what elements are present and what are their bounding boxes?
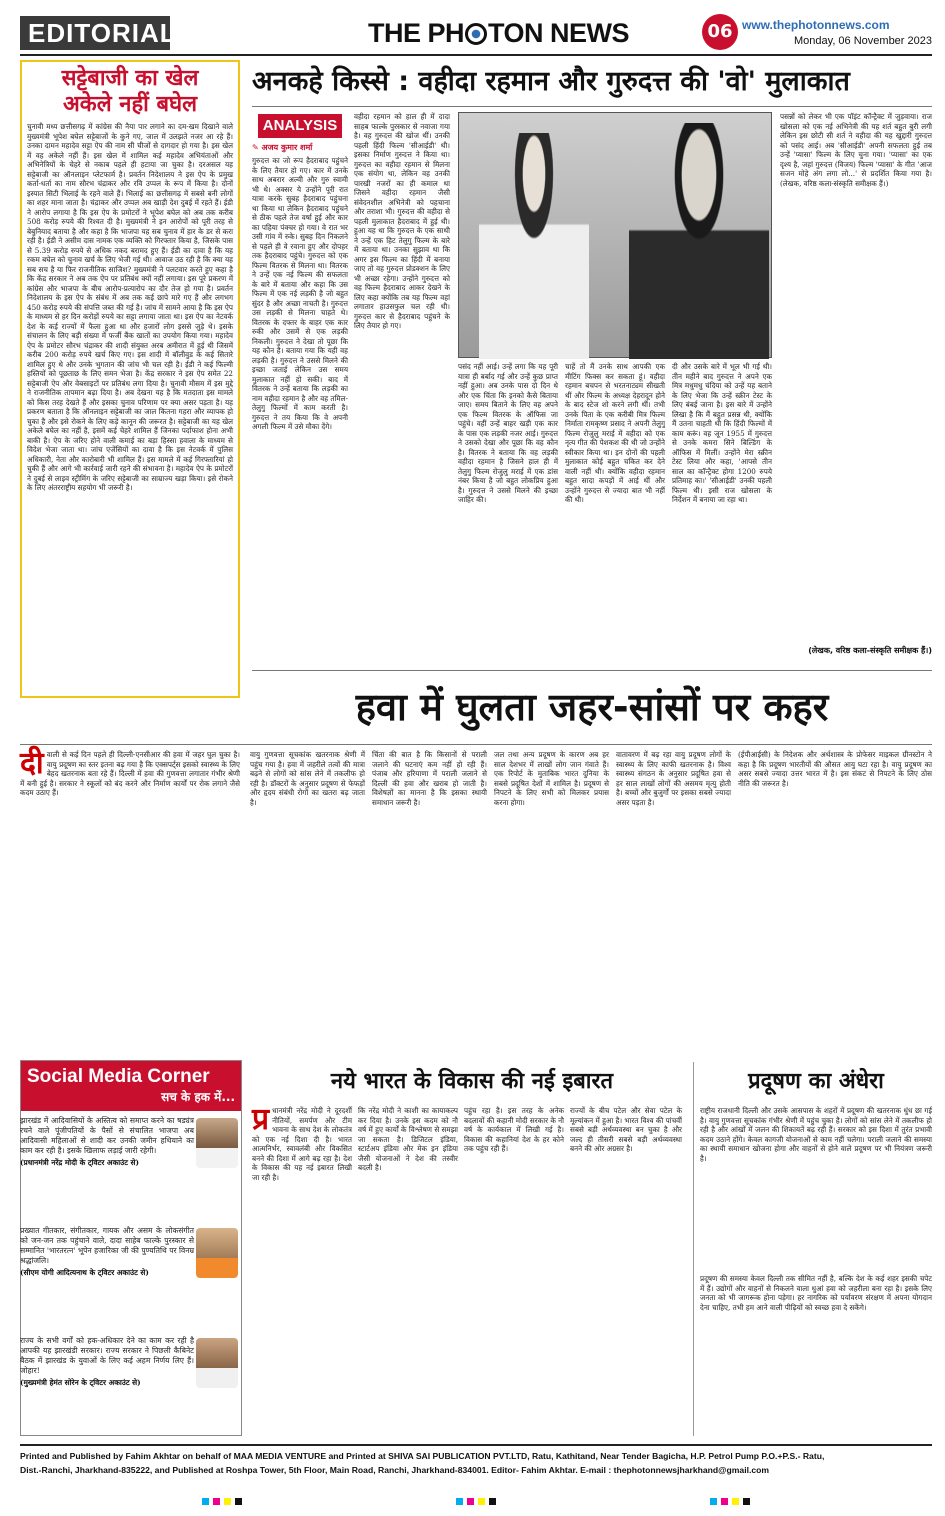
pollution-col-2: प्रदूषण की समस्या केवल दिल्ली तक सीमित नहीं है, बल्कि देश के कई शहर इसकी चपेट में हैं। उद्योगों और वाहनों से निकलने वाला धुआं हवा को जहरीला बना रहा है। इसके लिए जनता को भी जागरूक होना पड़ेगा। हर नागरिक को पर्यावरण संरक्षण में अपना योगदान देना चाहिए, तभी हम आने वाली पीढ़ियों को स्वच्छ हवा दे सकेंगे। — [700, 1274, 932, 1312]
section-label-box — [20, 16, 177, 50]
website-link[interactable]: www.thephotonnews.com — [742, 18, 890, 32]
column-divider — [693, 1062, 694, 1436]
air-col-5: वातावरण में बढ़ रहा वायु प्रदूषण लोगों के स्वास्थ्य के लिए काफी खतरनाक है। विश्व स्वास्थ्य संगठन के अनुसार प्रदूषित हवा से हर साल लाखों लोगों की असमय मृत्यु होती है। बच्चों और बुजुर्गों पर इसका सबसे ज्यादा असर पड़ता है। — [616, 750, 731, 807]
paper-logo — [368, 14, 630, 52]
tweet-3-source: (मुख्यमंत्री हेमंत सोरेन के ट्विटर अकाउंट से) — [20, 1378, 141, 1387]
india-col-3: पहुंच रहा है। इस तरह के अनेक बदलावों की कहानी मोदी सरकार के नौ वर्ष के कार्यकाल में लिखी गई है। विकास की कहानियां देश के हर कोने तक पहुंच रही हैं। — [464, 1106, 564, 1153]
india-headline: नये भारत के विकास की नई इबारत — [330, 1069, 614, 1094]
feature-headline: अनकहे किस्से : वहीदा रहमान और गुरुदत्त की 'वो' मुलाकात — [252, 66, 850, 97]
avatar — [196, 1338, 238, 1388]
page-number-badge: 06 — [702, 14, 738, 50]
left-headline-2: अकेले नहीं बघेल — [62, 92, 197, 117]
air-col-1-text: वाली से कई दिन पहले ही दिल्ली-एनसीआर की हवा में जहर घुल चुका है। वायु प्रदूषण का स्तर इतना बढ़ गया है कि एक्सपर्ट्स इसको स्वास्थ्य के लिए बेहद खतरनाक बता रहे हैं। दिल्ली में हवा की गुणवत्ता लगातार गंभीर श्रेणी में बनी हुई है। सरकार ने स्कूलों को बंद करने और निर्माण कार्यों पर रोक लगाने जैसे कदम उठाए हैं। — [20, 750, 240, 797]
india-col-2: कि नरेंद्र मोदी ने काशी का कायाकल्प कर दिया है। उनके इस कदम को नौ वर्ष में हुए कार्यों के विश्लेषण से समझा जा सकता है। डिजिटल इंडिया, स्टार्टअप इंडिया और मेक इन इंडिया जैसी योजनाओं ने देश की तस्वीर बदली है। — [358, 1106, 458, 1172]
pollution-col-1: राष्ट्रीय राजधानी दिल्ली और उसके आसपास के शहरों में प्रदूषण की खतरनाक धुंध छा गई है। वायु गुणवत्ता सूचकांक गंभीर श्रेणी में पहुंच चुका है। लोगों को सांस लेने में तकलीफ हो रही है और आंखों में जलन की शिकायतें बढ़ रही हैं। सरकार को इस दिशा में तुरंत प्रभावी कदम उठाने होंगे। केवल कागजी योजनाओं से काम नहीं चलेगा। पराली जलाने की समस्या का स्थायी समाधान खोजना होगा और वाहनों से होने वाले प्रदूषण पर भी नियंत्रण जरूरी है। — [700, 1106, 932, 1163]
feature-col-2: वहीदा रहमान को हाल ही में दादा साहब फाल्के पुरस्कार से नवाजा गया है। वह गुरुदत्त की खोज थीं। उनकी पहली हिंदी फिल्म 'सीआईडी' थी। इसका निर्माण गुरुदत्त ने किया था। गुरुदत्त का वहीदा रहमान से मिलना एक संयोग था, लेकिन वह उनकी पारखी नजरों का ही कमाल था जिसने वहीदा रहमान जैसी संवेदनशील अभिनेत्री को पहचाना और तराशा भी। गुरुदत्त की वहीदा से पहली मुलाकात हैदराबाद में हुई थी। हुआ यह था कि गुरुदत्त के एक साथी ने उन्हें एक हिट तेलुगु फिल्म के बारे में बताया था। उनका सुझाव था कि अगर इस फिल्म का हिंदी में बनाया जाए तो वह गुरुदत्त प्रोडक्शन के लिए भी अच्छा रहेगा। उन्होंने गुरुदत्त को वह फिल्म हैदराबाद आकर देखने के लिए कहा क्योंकि तब यह फिल्म वहां लगातार हाउसफुल चल रही थी। गुरुदत्त कार से हैदराबाद पहुंचने के लिए तैयार हो गए। — [354, 112, 450, 330]
feature-photo — [458, 112, 772, 358]
issue-date: Monday, 06 November 2023 — [794, 35, 932, 47]
left-article-body: चुनावी मध्य छत्तीसगढ़ में कांग्रेस की नैया पार लगाने का दम-खम दिखाने वाले मुख्यमंत्री भूपेश बघेल सट्टेबाजों के कुने गए, जाल में उलझते नजर आ रहे हैं। उनका दामन महादेव सट्टा ऐप की नाम सी चीजों से दागदार हो गया है। इस खेल में वह अकेले नहीं हैं। इस खेल में शामिल कई महादेव अभियंताओं और अभिनेत्रियों के चेहरे से नकाब पहले ही हटाया जा चुका है। दरअसल यह सट्टेबाजी का ऑनलाइन प्लेटफार्म है। प्रवर्तन निदेशालय ने इस ऐप के प्रमुख कर्ता-धर्ता का नाम सौरभ चंद्राकर और रवि उप्पल के रूप में किया है। दोनों इस्पात सिटी भिलाई के रहने वाले हैं। भिलाई का छत्तीसगढ़ में सबसे बनी लोगों का शहर माना जाता है। चंद्राकर और उप्पल अब खाड़ी देश दुबई में रहते हैं। ईडी ने आरोप लगाया है कि इस ऐप के प्रमोटरों ने भूपेश बघेल को अब तक करीब 508 करोड़ रुपये की रिश्वत दी है। मुख्यमंत्री ने इन आरोपों को पूरी तरह से बेबुनियाद बताया है और कहा है कि भाजपा यह सब चुनाव में हार के डर से करा रही है। ईडी ने असीम दास नामक एक व्यक्ति को गिरफ्तार किया है, जिसके पास से 5.39 करोड़ रुपये से अधिक नकद बरामद हुए हैं। ईडी का दावा है कि यह रकम बघेल को चुनाव खर्च के लिए भेजी गई थी। आवाज उठ रही है कि क्या यह सब सच है या फिर राजनीतिक साजिश? मुख्यमंत्री ने पलटवार करते हुए कहा है कि केंद्र सरकार ने अब तक ऐप पर प्रतिबंध क्यों नहीं लगाया। इस पूरे प्रकरण में कांग्रेस और भाजपा के बीच आरोप-प्रत्यारोप का दौर तेज हो गया है। प्रवर्तन निदेशालय के इस ऐप के संबंध में अब तक कई छापे मारे गए हैं और लगभग 450 करोड़ रुपये की संपत्ति जब्त की गई है। जांच में सामने आया है कि इस ऐप के माध्यम से हर दिन करोड़ों रुपये का सट्टा लगाया जाता था। इस ऐप का नेटवर्क देश के कई राज्यों में फैला हुआ था और हजारों लोग इससे जुड़े थे। इसके संचालन के लिए बड़ी संख्या में फर्जी बैंक खातों का उपयोग किया गया। महादेव ऐप के प्रमोटर सौरभ चंद्राकर की शादी संयुक्त अरब अमीरात में हुई थी जिसमें करीब 200 करोड़ रुपये खर्च किए गए। इस शादी में बॉलीवुड के कई सितारे शामिल हुए थे और उनके भुगतान की जांच भी चल रही है। ईडी ने कई फिल्मी हस्तियों को पूछताछ के लिए समन भेजा है। केंद्र सरकार ने इस ऐप समेत 22 सट्टेबाजी ऐप और वेबसाइटों पर प्रतिबंध लगा दिया है। चुनावी मौसम में इस मुद्दे ने राजनीतिक तापमान बढ़ा दिया है। अब देखना यह है कि मतदाता इस मामले को किस तरह देखते हैं और इसका चुनाव परिणाम पर क्या असर पड़ता है। यह प्रकरण बताता है कि ऑनलाइन सट्टेबाजी का जाल कितना गहरा और व्यापक हो चुका है और इसे रोकने के लिए कड़े कानून की जरूरत है। सट्टेबाजी का यह खेल अकेले बघेल का नहीं है, इसमें कई चेहरे शामिल हैं जिनका पर्दाफाश होना अभी बाकी है। ऐप के जरिए होने वाली कमाई का बड़ा हिस्सा हवाला के माध्यम से विदेश भेजा जाता था। जांच एजेंसियों का दावा है कि इस नेटवर्क में पुलिस अधिकारी, नेता और कारोबारी भी शामिल हैं। इस मामले में कई गिरफ्तारियां हो चुकी हैं और आगे भी कार्रवाई जारी रहने की संभावना है। महादेव ऐप के प्रमोटरों ने दुबई से लाइव स्ट्रीमिंग के जरिए सट्टेबाजी का साम्राज्य खड़ा किया। इसे रोकने के लिए अंतरराष्ट्रीय सहयोग भी जरूरी है। — [27, 122, 233, 492]
masthead-rule — [20, 54, 932, 56]
tweet-3-text: राज्य के सभी वर्गों को हक-अधिकार देने का काम कर रही है आपकी यह झारखंडी सरकार। राज्य सरकार ने पिछली कैबिनेट बैठक में झारखंड के युवाओं के लिए कई अहम निर्णय लिए हैं। जोहार! — [20, 1336, 194, 1375]
photo-man — [629, 123, 769, 359]
left-headline-1: सट्टेबाजी का खेल — [61, 66, 199, 91]
air-headline: हवा में घुलता जहर-सांसों पर कहर — [355, 685, 829, 729]
color-registration-bar — [20, 1490, 932, 1504]
tweet-2-source: (सीएम योगी आदित्यनाथ के ट्विटर अकाउंट से) — [20, 1268, 149, 1277]
tweet-2 — [20, 1226, 240, 1326]
pen-icon: ✎ — [252, 143, 262, 152]
air-col-6: (ईपीआईसी) के निदेशक और अर्थशास्त्र के प्रोफेसर माइकल ग्रीनस्टोन ने कहा है कि प्रदूषण भारतीयों की औसत आयु घटा रहा है। वायु प्रदूषण का असर सबसे ज्यादा उत्तर भारत में है। इस संकट से निपटने के लिए ठोस नीति की जरूरत है। — [738, 750, 932, 788]
air-top-rule — [252, 670, 932, 671]
air-dropcap: दी — [20, 746, 44, 781]
author-note: (लेखक, वरिष्ठ कला-संस्कृति समीक्षक हैं।) — [808, 646, 932, 655]
feature-col-1: गुरुदत्त का जो रूप हैदराबाद पहुंचने के लिए तैयार हो गए। कार में उनके साथ अबरार अल्वी और गुरु स्वामी भी थे। अक्सर ये उन्होंने पूरी रात यात्रा करके सुबह हैदराबाद पहुंचना था किया था लेकिन हैदराबाद पहुंचने से ठीक पहले तेज वर्षा हुई और कार का पहिया पंक्चर हो गया। वे रात भर उसी गांव में रुके। सुबह दिन निकलने से पहले ही वे रवाना हुए और दोपहर तक हैदराबाद पहुंचे। गुरुदत्त को एक फिल्म वितरक से मिलना था। वितरक ने उन्हें एक नई फिल्म की सफलता के बारे में बताया और कहा कि उस फिल्म में एक नई लड़की है जो बहुत सुंदर है और अच्छा नाचती है। गुरुदत्त उस लड़की से मिलना चाहते थे। वितरक के दफ्तर के बाहर एक कार रुकी और उसमें से एक लड़की निकली। गुरुदत्त ने देखा तो पूछा कि यह कौन है। बताया गया कि यही वह लड़की है। गुरुदत्त ने उससे मिलने की इच्छा जताई लेकिन उस समय मुलाकात नहीं हो सकी। बाद में वितरक ने उन्हें बताया कि लड़की का नाम वहीदा रहमान है और वह तमिल-तेलुगु फिल्मों में काम करती है। गुरुदत्त ने तय किया कि वे अपनी अगली फिल्म में उसे मौका देंगे। — [252, 156, 348, 431]
avatar — [196, 1228, 238, 1278]
tweet-2-text: प्रख्यात गीतकार, संगीतकार, गायक और असम के लोकसंगीत को जन-जन तक पहुंचाने वाले, दादा साहेब फाल्के पुरस्कार से सम्मानित 'भारतरत्न' भूपेन हजारिका जी की पुण्यतिथि पर विनम्र श्रद्धांजलि। — [20, 1226, 194, 1265]
feature-rule — [252, 106, 932, 107]
social-media-subtitle: सच के हक में... — [161, 1090, 235, 1104]
section-label: EDITORIAL — [28, 18, 177, 48]
paper-name-left: THE PH — [368, 18, 465, 48]
analysis-tag: ANALYSIS — [258, 114, 342, 138]
avatar — [196, 1118, 238, 1168]
feature-col-6: पसन्नों को लेकर भी एक पॉइंट कॉन्ट्रैक्ट में जुड़वाया। राज खोसला को एक नई अभिनेत्री की यह शर्त बहुत बुरी लगी लेकिन इस छोटी सी शर्त ने वहीदा की यह खुद्दारी गुरुदत्त को पसंद आई। अब 'सीआईडी' अपनी सफलता हुई तब उन्हें 'प्यासा' फिल्म के लिए चुना गया। 'प्यासा' का एक दृश्य है, जहां गुरुदत्त (विजय) फिल्म 'प्यासा' के गीत 'आज सजन मोहे अंग लगा लो...' से प्रदर्शित किया गया है। (लेखक, वरिष्ठ कला-संस्कृति समीक्षक हैं।) — [780, 112, 932, 188]
india-col-4: राज्यों के बीच पटेल और सेवा पटेल के मूल्यांकन में हुआ है। भारत विश्व की पांचवीं सबसे बड़ी अर्थव्यवस्था बन चुका है और जल्द ही तीसरी सबसे बड़ी अर्थव्यवस्था बनने की ओर अग्रसर है। — [570, 1106, 682, 1153]
tweet-1-source: (प्रधानमंत्री नरेंद्र मोदी के ट्विटर अकाउंट से) — [20, 1158, 140, 1167]
feature-col-3: पसंद नहीं आई। उन्हें लगा कि यह पूरी यात्रा ही बर्बाद गई और उन्हें कुछ प्राप्त नहीं हुआ। अब उनके पास दो दिन थे और एक चिंता कि इनको कैसे बिताया जाए। समय बिताने के लिए वह अपने एक फिल्म वितरक के ऑफिस जा पहुंचे। वहीं उन्हें बाहर खड़ी एक कार के पास एक लड़की नजर आई। गुरुदत्त ने उसको देखा और पूछा कि वह कौन है। वितरक ने बताया कि वह लड़की वहीदा रहमान है जिसने हाल ही में तेलुगु फिल्म रोजुलु मराई में एक डांस नंबर किया है जो बहुत लोकप्रिय हुआ है। गुरुदत्त ने उससे मिलने की इच्छा जाहिर की। — [458, 362, 558, 504]
feature-col-4: चाहें तो मैं उनके साथ आपकी एक मीटिंग फिक्स कर सकता हूं। वहीदा रहमान बचपन से भरतनाट्यम सीखती थीं और फिल्म के अध्यक्ष देहरादून होने के बाद स्टेज शो करने लगी थीं। तभी उनके पिता के एक करीबी मित्र फिल्म निर्माता रामकृष्ण प्रसाद ने अपनी तेलुगु फिल्म रोजुलु मराई में वहीदा को एक नृत्य गीत की पेशकश की थी जो उन्होंने स्वीकार किया था। इन दोनों की पहली मुलाकात कोई बहुत चकित कर देने वाली नहीं थी। क्योंकि वहीदा रहमान बहुत सादा कपड़ों में आई थीं और उन्होंने गुरुदत्त से ज्यादा बात भी नहीं की थी। — [565, 362, 665, 504]
left-article-box — [20, 60, 240, 698]
footer-rule — [20, 1444, 932, 1446]
imprint-line-2: Dist.-Ranchi, Jharkhand-835222, and Published at Roshpa Tower, 5th Floor, Main Road, Ranchi, Jharkhand-834001. Editor- Fahim Akhtar. E-mail : thephotonnewsjharkhand@gmail.com — [20, 1465, 770, 1475]
air-col-4: जल तथा अन्य प्रदूषण के कारण अब हर साल देशभर में लाखों लोग जान गंवाते हैं। एक रिपोर्ट के मुताबिक भारत दुनिया के सबसे प्रदूषित देशों में शामिल है। प्रदूषण से निपटने के लिए सभी को मिलकर प्रयास करना होगा। — [494, 750, 609, 807]
author-name: अजय कुमार शर्मा — [261, 143, 313, 152]
air-col-2: वायु गुणवत्ता सूचकांक खतरनाक श्रेणी में पहुंच गया है। हवा में जहरीले तत्वों की मात्रा बढ़ने से लोगों को सांस लेने में तकलीफ हो रही है। डॉक्टरों के अनुसार प्रदूषण से फेफड़ों और हृदय संबंधी रोगों का खतरा बढ़ जाता है। — [250, 750, 365, 807]
paper-name-right: TON NEWS — [488, 18, 630, 48]
feature-col-5: दी और उसके बारे में भूल भी गई थी। तीन महीने बाद गुरुदत्त ने अपने एक मित्र मधुमधु चंदिया को उन्हें यह बताने के लिए भेजा कि उन्हें स्क्रीन टेस्ट के लिए बंबई जाना है। इस बारे में उन्होंने लिखा है कि मैं बहुत प्रसन्न थी, क्योंकि मैं उतना चाहती थी कि हिंदी फिल्मों में काम करूं। वह जून 1955 में गुरुदत्त से उनके कमरा सिने बिल्डिंग के ऑफिस में मिलीं। उन्होंने मेरा स्क्रीन टेस्ट लिया और कहा, 'आपसे तीन साल का कॉन्ट्रैक्ट होगा 1200 रुपये प्रतिमाह का।' 'सीआईडी' उनकी पहली फिल्म थी। इसी राज खोसला के निर्देशन में बनाया जा रहा था। — [672, 362, 772, 504]
photo-woman — [479, 133, 589, 359]
author-line — [252, 142, 348, 153]
air-col-1 — [20, 746, 240, 1050]
air-rule — [20, 744, 932, 745]
tweet-1 — [20, 1116, 240, 1216]
lens-icon — [465, 23, 487, 45]
imprint-line-1: Printed and Published by Fahim Akhtar on behalf of MAA MEDIA VENTURE and Printed at SHIVA SAI PUBLICATION PVT.LTD, Ratu, Kathitand, Near Tender Bagicha, H.P. Petrol Pump P.O.+P.S.- Ratu, — [20, 1451, 825, 1461]
india-col-1 — [252, 1102, 352, 1436]
social-media-title: Social Media Corner — [27, 1066, 210, 1087]
tweet-3 — [20, 1336, 240, 1436]
india-dropcap: प्र — [252, 1102, 270, 1137]
india-col-1-text: धानमंत्री नरेंद्र मोदी ने दूरदर्शी नीतियों, समर्पण और टीम भावना के साथ देश के लोकतंत्र को एक नई दिशा दी है। भारत आत्मनिर्भर, स्वावलंबी और विकसित बनने की दिशा में आगे बढ़ रहा है। देश के विकास की यह नई इबारत लिखी जा रही है। — [252, 1106, 352, 1182]
air-col-3: चिंता की बात है कि किसानों से पराली जलाने की घटनाएं कम नहीं हो रही हैं। पंजाब और हरियाणा में पराली जलाने से दिल्ली की हवा और खराब हो जाती है। विशेषज्ञों का मानना है कि इसका स्थायी समाधान जरूरी है। — [372, 750, 487, 807]
tweet-1-text: झारखंड में आदिवासियों के अस्तित्व को समाप्त करने का षड्यंत्र रचने वाले पूंजीपतियों के पैसों से संचालित भाजपा अब आदिवासी महिलाओं से शादी कर उनकी जमीन हथियाने का काम कर रही है। इसके खिलाफ लड़ाई जारी रहेगी। — [20, 1116, 194, 1155]
pollution-headline: प्रदूषण का अंधेरा — [748, 1069, 884, 1094]
social-media-header — [21, 1061, 241, 1111]
